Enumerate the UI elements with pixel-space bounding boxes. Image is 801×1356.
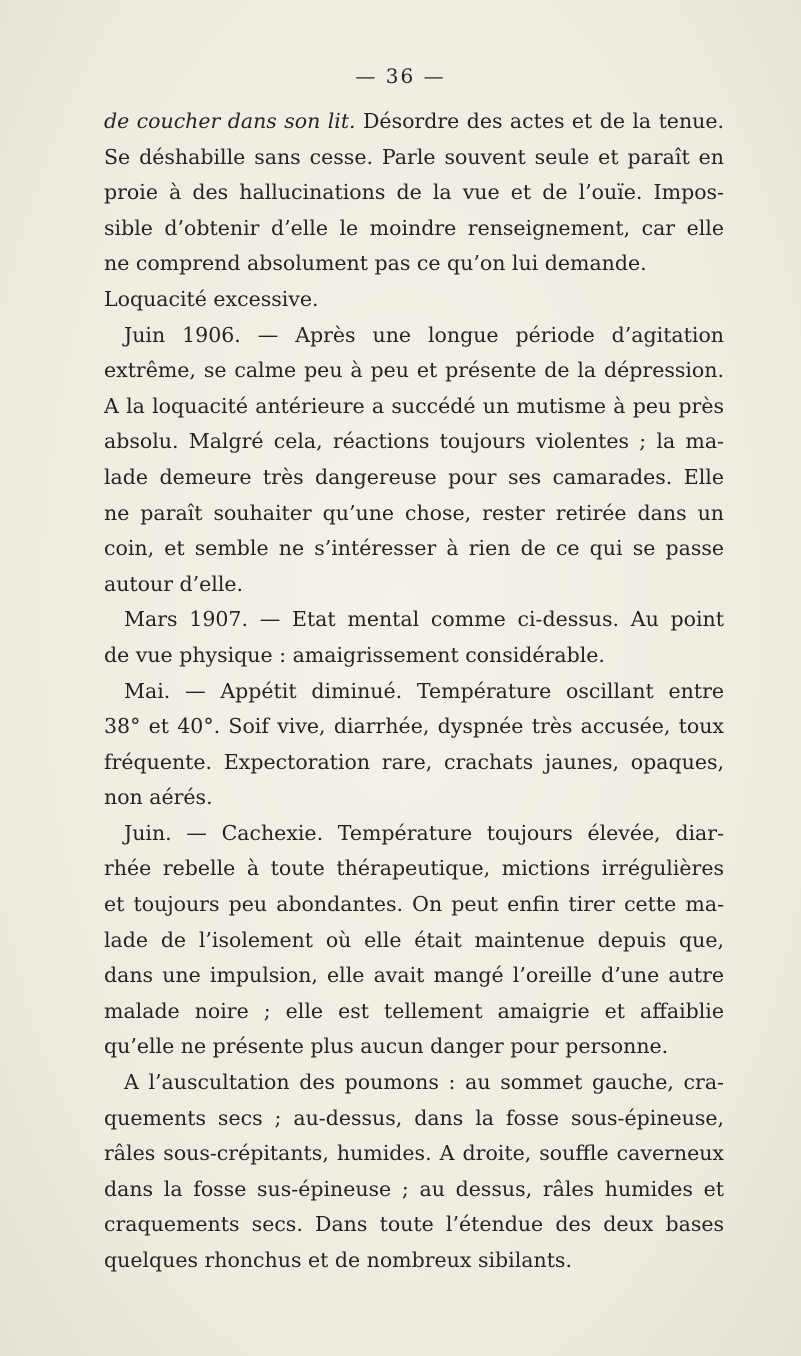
text-line: A l’auscultation des poumons : au sommet gauche, cra-: [124, 1070, 724, 1095]
text-line: ne paraît souhaiter qu’une chose, rester retirée dans un: [104, 500, 724, 525]
text-line: de coucher dans son lit. Désordre des actes et de la tenue.: [104, 109, 724, 133]
text-line: malade noire ; elle est tellement amaigrie et affaiblie: [104, 998, 724, 1023]
italic-phrase: de coucher dans son lit.: [104, 109, 356, 133]
body-text: [104, 104, 724, 1279]
text-line: qu’elle ne présente plus aucun danger pour personne.: [104, 1034, 669, 1059]
text-line: autour d’elle.: [104, 571, 244, 596]
text-line: fréquente. Expectoration rare, crachats jaunes, opaques,: [104, 749, 724, 774]
text-line: non aérés.: [104, 785, 213, 810]
text-line: coin, et semble ne s’intéresser à rien de ce qui se passe: [104, 536, 724, 561]
text-line: dans une impulsion, elle avait mangé l’oreille d’une autre: [104, 963, 724, 988]
page-number: — 36 —: [355, 64, 446, 88]
text-line: quelques rhonchus et de nombreux sibilants.: [104, 1248, 572, 1272]
text-line: Se déshabille sans cesse. Parle souvent seule et paraît en: [104, 144, 724, 169]
text-line: 38° et 40°. Soif vive, diarrhée, dyspnée très accusée, toux: [104, 714, 724, 739]
text-line: Juin 1906. — Après une longue période d’agitation: [124, 322, 724, 347]
text-line: lade demeure très dangereuse pour ses camarades. Elle: [104, 464, 724, 489]
text-line: Loquacité excessive.: [104, 286, 319, 311]
text-line: râles sous-crépitants, humides. A droite, souffle caverneux: [104, 1141, 724, 1166]
text-line: et toujours peu abondantes. On peut enfin tirer cette ma-: [104, 892, 724, 917]
text-line: Juin. — Cachexie. Température toujours élevée, diar-: [124, 820, 724, 845]
text-line: extrême, se calme peu à peu et présente de la dépression.: [104, 358, 724, 383]
text-line: lade de l’isolement où elle était maintenue depuis que,: [104, 927, 724, 952]
text-line: absolu. Malgré cela, réactions toujours violentes ; la ma-: [104, 429, 724, 454]
text-line: de vue physique : amaigrissement considérable.: [104, 642, 605, 667]
text-line: sible d’obtenir d’elle le moindre renseignement, car elle: [104, 215, 724, 240]
text-line: Mai. — Appétit diminué. Température oscillant entre: [124, 678, 724, 703]
text-line: ne comprend absolument pas ce qu’on lui demande.: [104, 251, 647, 276]
text-line: craquements secs. Dans toute l’étendue des deux bases: [104, 1212, 724, 1237]
text-line: rhée rebelle à toute thérapeutique, mictions irrégulières: [104, 856, 724, 881]
text-line: A la loquacité antérieure a succédé un mutisme à peu près: [104, 393, 724, 418]
text-line: dans la fosse sus-épineuse ; au dessus, râles humides et: [104, 1176, 724, 1201]
text-line: proie à des hallucinations de la vue et de l’ouïe. Impos-: [104, 180, 724, 205]
text-line: Mars 1907. — Etat mental comme ci-dessus. Au point: [124, 607, 724, 632]
text-line: quements secs ; au-dessus, dans la fosse sous-épineuse,: [104, 1105, 724, 1130]
